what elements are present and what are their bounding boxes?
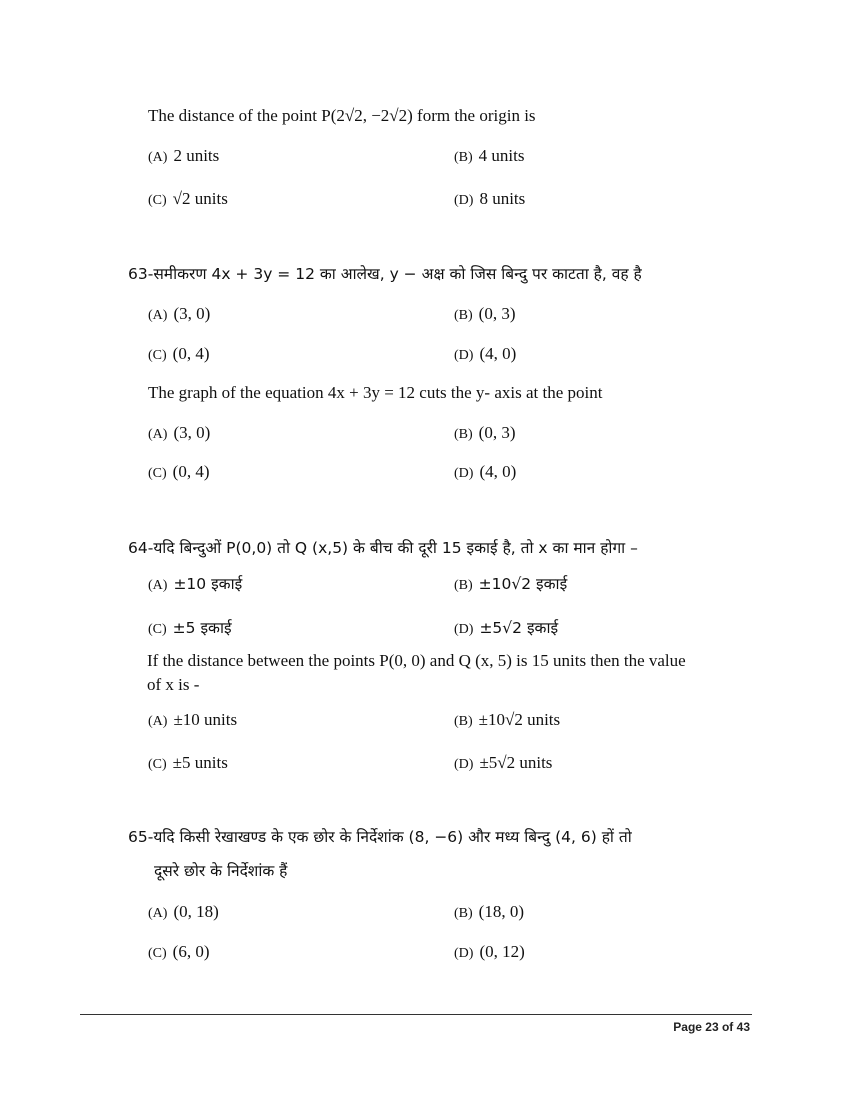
option-text: √2 units [172, 189, 228, 208]
question-64-hindi: 64-यदि बिन्दुओं P(0,0) तो Q (x,5) के बीच की दूरी 15 इकाई है, तो x का मान होगा – [128, 539, 638, 557]
page-number: Page 23 of 43 [673, 1020, 750, 1034]
option-label: (B) [454, 578, 473, 593]
question-65-hindi-line1: 65-यदि किसी रेखाखण्ड के एक छोर के निर्देशांक (8, −6) और मध्य बिन्दु (4, 6) हों तो [128, 828, 632, 846]
q64-en-option-a [148, 710, 237, 732]
q64-en-option-d [454, 753, 552, 775]
q63-hi-option-c [148, 344, 210, 366]
option-text: (0, 3) [478, 304, 516, 323]
option-text: (0, 18) [173, 902, 219, 921]
q64-hi-option-b [454, 574, 567, 596]
option-label: (B) [454, 714, 473, 729]
option-label: (D) [454, 946, 474, 961]
q64-en-option-c [148, 753, 228, 775]
q64-hi-option-c [148, 618, 232, 640]
option-text: (6, 0) [172, 942, 210, 961]
q64-hi-option-a [148, 574, 242, 596]
q64-hi-option-d [454, 618, 558, 640]
question-64-english-line2: of x is - [147, 675, 200, 694]
option-text: (0, 4) [172, 344, 210, 363]
option-text: ±10 units [173, 710, 238, 729]
option-text: (0, 3) [478, 423, 516, 442]
q63-en-option-c [148, 462, 210, 484]
option-label: (D) [454, 757, 474, 772]
q65-option-b [454, 902, 524, 924]
option-text: (4, 0) [479, 344, 517, 363]
option-text: (3, 0) [173, 423, 211, 442]
q64-en-option-b [454, 710, 560, 732]
option-text: ±10√2 इकाई [478, 575, 568, 593]
option-text: (0, 12) [479, 942, 525, 961]
option-label: (A) [148, 150, 168, 165]
option-label: (D) [454, 466, 474, 481]
q62-option-d [454, 189, 525, 211]
option-label: (B) [454, 906, 473, 921]
option-label: (A) [148, 308, 168, 323]
q63-en-option-b [454, 423, 516, 445]
q62-option-b [454, 146, 524, 168]
q63-hi-option-a [148, 304, 210, 326]
option-text: 8 units [479, 189, 526, 208]
option-label: (D) [454, 193, 474, 208]
option-label: (B) [454, 427, 473, 442]
option-text: (18, 0) [478, 902, 524, 921]
option-text: 2 units [173, 146, 220, 165]
option-label: (C) [148, 193, 167, 208]
option-text: ±5 units [172, 753, 228, 772]
option-label: (B) [454, 150, 473, 165]
option-text: ±5 इकाई [172, 619, 232, 637]
q62-option-c [148, 189, 228, 211]
option-label: (B) [454, 308, 473, 323]
q63-hi-option-b [454, 304, 516, 326]
option-text: (3, 0) [173, 304, 211, 323]
option-text: ±5√2 इकाई [479, 619, 559, 637]
question-65-hindi-line2: दूसरे छोर के निर्देशांक हैं [154, 862, 288, 880]
option-label: (C) [148, 466, 167, 481]
option-text: 4 units [478, 146, 525, 165]
option-label: (C) [148, 622, 167, 637]
q62-option-a [148, 146, 219, 168]
q65-option-a [148, 902, 219, 924]
question-63-hindi: 63-समीकरण 4x + 3y = 12 का आलेख, y − अक्ष को जिस बिन्दु पर काटता है, वह है [128, 265, 642, 283]
question-62-english: The distance of the point P(2√2, −2√2) form the origin is [148, 106, 536, 125]
option-text: ±5√2 units [479, 753, 553, 772]
option-label: (D) [454, 348, 474, 363]
question-63-english: The graph of the equation 4x + 3y = 12 cuts the y- axis at the point [148, 383, 603, 402]
option-label: (D) [454, 622, 474, 637]
option-label: (C) [148, 946, 167, 961]
question-64-english-line1: If the distance between the points P(0, 0) and Q (x, 5) is 15 units then the value [147, 651, 686, 670]
q65-option-c [148, 942, 210, 964]
q63-hi-option-d [454, 344, 516, 366]
option-text: ±10√2 units [478, 710, 561, 729]
q65-option-d [454, 942, 525, 964]
q63-en-option-d [454, 462, 516, 484]
footer-divider [80, 1014, 752, 1015]
option-text: (4, 0) [479, 462, 517, 481]
option-label: (C) [148, 757, 167, 772]
option-label: (A) [148, 427, 168, 442]
option-label: (C) [148, 348, 167, 363]
option-text: ±10 इकाई [173, 575, 243, 593]
q63-en-option-a [148, 423, 210, 445]
option-label: (A) [148, 578, 168, 593]
option-label: (A) [148, 906, 168, 921]
option-text: (0, 4) [172, 462, 210, 481]
option-label: (A) [148, 714, 168, 729]
